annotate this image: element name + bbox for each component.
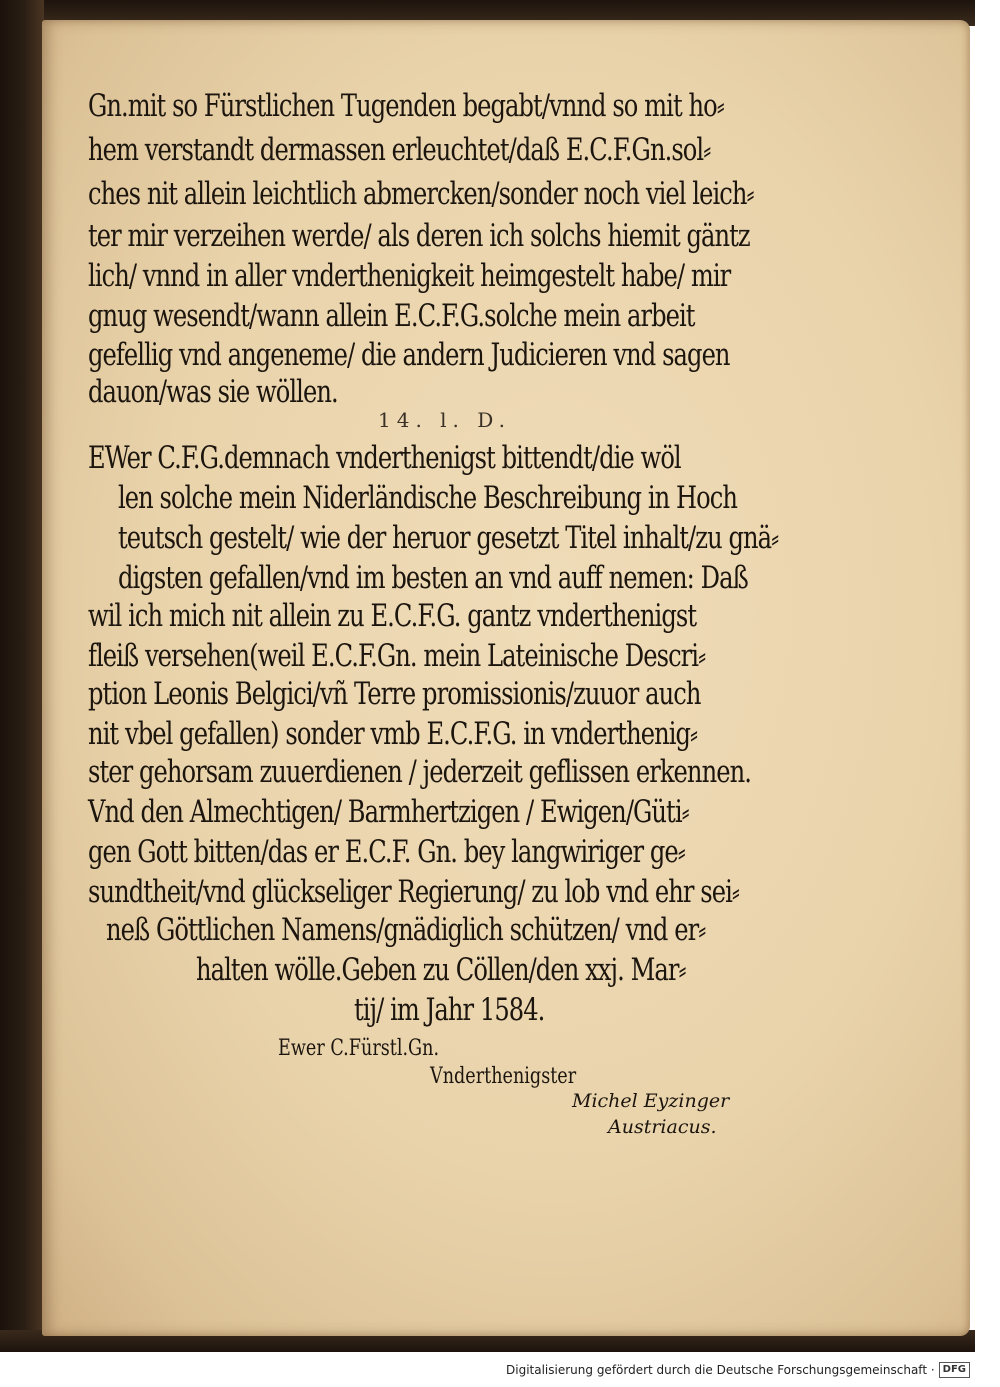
text-line: ption Leonis Belgici/vñ Terre promissionis/zuuor auch — [88, 676, 701, 712]
signature-origin: Austriacus. — [608, 1116, 717, 1138]
text-line: sundtheit/vnd glückseliger Regierung/ zu lob vnd ehr sei⸗ — [88, 874, 740, 910]
margin-note: 14. l. D. — [378, 408, 511, 432]
text-line: ches nit allein leichtlich abmercken/sonder noch viel leich⸗ — [88, 176, 754, 212]
text-line: lich/ vnnd in aller vnderthenigkeit heimgestelt habe/ mir — [88, 258, 731, 294]
text-line: tij/ im Jahr 1584. — [354, 992, 545, 1028]
text-line: ster gehorsam zuuerdienen / jederzeit geflissen erkennen. — [88, 754, 751, 790]
dfg-logo: DFG — [939, 1362, 970, 1378]
scan-border-left — [0, 0, 44, 1352]
footer-credit — [506, 1362, 970, 1378]
text-line: ter mir verzeihen werde/ als deren ich solchs hiemit gäntz — [88, 218, 750, 254]
text-line: hem verstandt dermassen erleuchtet/daß E.C.F.Gn.sol⸗ — [88, 132, 711, 168]
text-line: teutsch gestelt/ wie der heruor gesetzt Titel inhalt/zu gnä⸗ — [118, 520, 779, 556]
closing-subscription: Vnderthenigster — [430, 1064, 577, 1089]
text-line: gnug wesendt/wann allein E.C.F.G.solche mein arbeit — [88, 298, 695, 334]
closing-salutation: Ewer C.Fürstl.Gn. — [278, 1036, 440, 1061]
text-line: Vnd den Almechtigen/ Barmhertzigen / Ewigen/Güti⸗ — [88, 794, 689, 830]
footer-credit-text: Digitalisierung gefördert durch die Deutsche Forschungsgemeinschaft · — [506, 1363, 935, 1377]
text-line: nit vbel gefallen) sonder vmb E.C.F.G. in vnderthenig⸗ — [88, 716, 698, 752]
text-line: wil ich mich nit allein zu E.C.F.G. gantz vnderthenigst — [88, 598, 697, 634]
text-line: digsten gefallen/vnd im besten an vnd auff nemen: Daß — [118, 560, 748, 596]
text-line: gen Gott bitten/das er E.C.F. Gn. bey langwiriger ge⸗ — [88, 834, 685, 870]
text-line: Gn.mit so Fürstlichen Tugenden begabt/vnnd so mit ho⸗ — [88, 88, 724, 124]
signature-name: Michel Eyzinger — [572, 1090, 730, 1112]
text-line: dauon/was sie wöllen. — [88, 374, 338, 410]
text-line: gefellig vnd angeneme/ die andern Judicieren vnd sagen — [88, 337, 730, 373]
text-line: fleiß versehen(weil E.C.F.Gn. mein Lateinische Descri⸗ — [88, 638, 706, 674]
text-line: neß Göttlichen Namens/gnädiglich schützen/ vnd er⸗ — [106, 912, 706, 948]
text-line: len solche mein Niderländische Beschreibung in Hoch — [118, 480, 738, 516]
text-line: halten wölle.Geben zu Cöllen/den xxj. Mar⸗ — [196, 952, 686, 988]
text-line: EWer C.F.G.demnach vnderthenigst bittendt/die wöl — [88, 440, 681, 476]
